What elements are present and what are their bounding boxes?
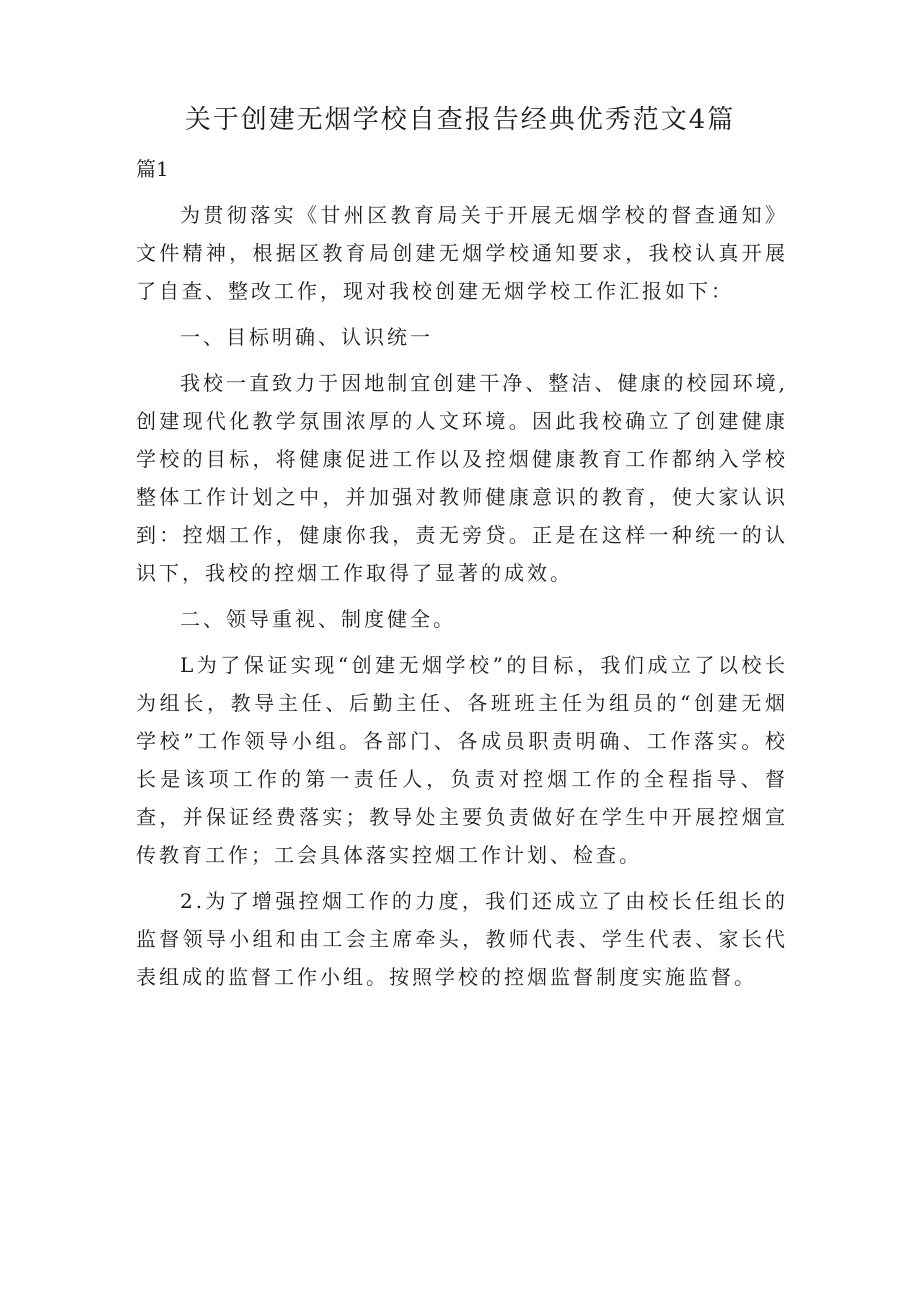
heading-goal: 一、目标明确、认识统一: [180, 325, 433, 349]
paragraph-intro: 为贯彻落实《甘州区教育局关于开展无烟学校的督查通知》文件精神，根据区教育局创建无烟学校通知要求，我校认真开展了自查、整改工作，现对我校创建无烟学校工作汇报如下：: [136, 203, 788, 303]
heading-leadership: 二、领导重视、制度健全。: [180, 607, 456, 631]
paragraph-leadership-1: L为了保证实现“创建无烟学校”的目标，我们成立了以校长为组长，教导主任、后勤主任、各班班主任为组员的“创建无烟学校”工作领导小组。各部门、各成员职责明确、工作落实。校长是该项工作的第一责任人，负责对控烟工作的全程指导、督查，并保证经费落实；教导处主要负责做好在学生中开展控烟宣传教育工作；工会具体落实控烟工作计划、检查。: [136, 653, 788, 867]
paragraph-goal: 我校一直致力于因地制宜创建干净、整洁、健康的校园环境,创建现代化教学氛围浓厚的人文环境。因此我校确立了创建健康学校的目标，将健康促进工作以及控烟健康教育工作都纳入学校整体工作计划之中，并加强对教师健康意识的教育，使大家认识到：控烟工作，健康你我，责无旁贷。正是在这样一种统一的认识下，我校的控烟工作取得了显著的成效。: [136, 371, 788, 585]
document-body: [136, 196, 788, 1004]
section-label: 篇1: [136, 157, 169, 181]
paragraph-leadership-2: 2.为了增强控烟工作的力度，我们还成立了由校长任组长的监督领导小组和由工会主席牵头，教师代表、学生代表、家长代表组成的监督工作小组。按照学校的控烟监督制度实施监督。: [136, 889, 788, 989]
document-title: 关于创建无烟学校自查报告经典优秀范文4篇: [184, 105, 736, 135]
